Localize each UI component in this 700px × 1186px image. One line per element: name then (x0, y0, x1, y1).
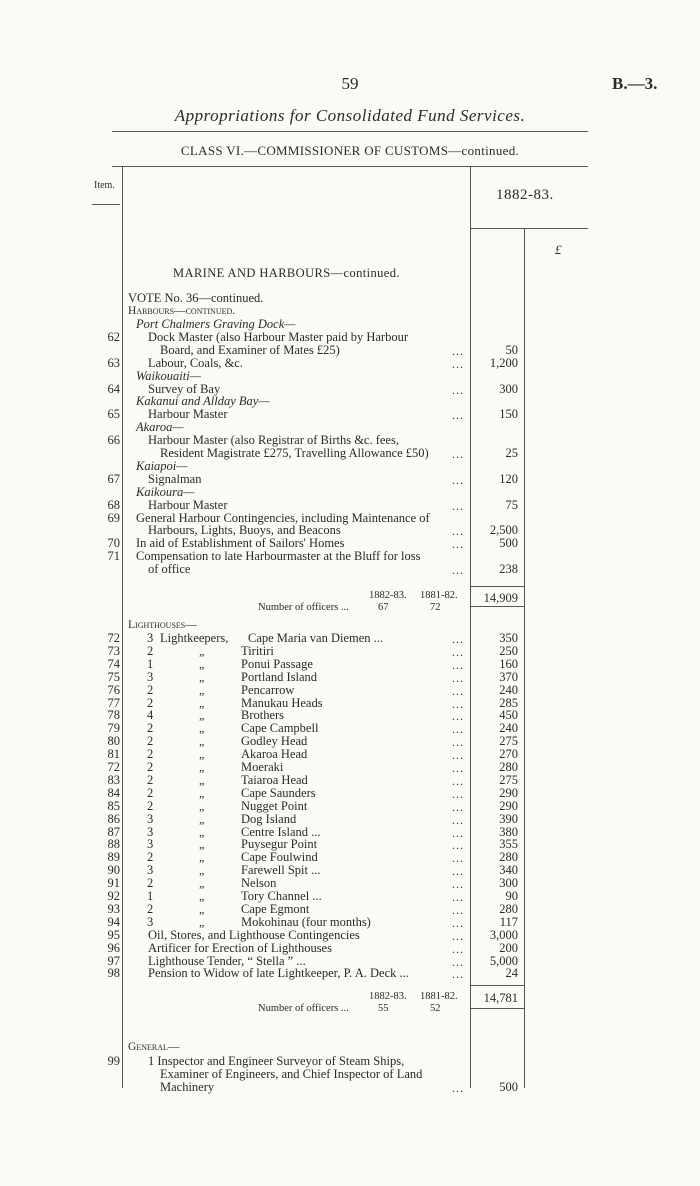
lighthouse-item-number: 86 (107, 811, 120, 826)
vote-item-number: 64 (107, 381, 120, 396)
officers-year-1: 1882-83. (369, 991, 407, 1003)
leader-dots: ... (452, 735, 464, 750)
leader-dots: ... (452, 670, 464, 685)
lightkeeper-count: 3 (147, 863, 154, 878)
lighthouse-expense: Oil, Stores, and Lighthouse Contingencies (148, 927, 360, 942)
lighthouse-amount: 280 (499, 850, 518, 865)
leader-dots: ... (452, 864, 464, 879)
leader-dots: ... (452, 408, 464, 423)
subtotal-underline (470, 1008, 524, 1009)
ditto-mark: „ (199, 837, 205, 852)
ditto-mark: „ (199, 656, 205, 671)
lighthouse-item-number: 83 (107, 772, 120, 787)
leader-dots: ... (452, 851, 464, 866)
lighthouse-item-number: 88 (107, 837, 120, 852)
leader-dots: ... (452, 472, 464, 487)
ditto-mark: „ (199, 850, 205, 865)
ditto-mark: „ (199, 682, 205, 697)
lighthouse-expense: Lighthouse Tender, “ Stella ” ... (148, 953, 306, 968)
lightkeeper-count: 2 (147, 721, 154, 736)
leader-dots: ... (452, 838, 464, 853)
lighthouse-item-number: 73 (107, 643, 120, 658)
pound-sign-header: £ (555, 242, 562, 257)
page-number: 59 (341, 74, 359, 93)
general-item-text: Examiner of Engineers, and Chief Inspector of Land (160, 1066, 423, 1081)
leader-dots: ... (452, 683, 464, 698)
lightkeeper-count: 3 (147, 811, 154, 826)
lightkeeper-count: 2 (147, 798, 154, 813)
lightkeeper-count: 2 (147, 901, 154, 916)
lighthouse-item-number: 80 (107, 734, 120, 749)
lightkeeper-count: 2 (147, 734, 154, 749)
leader-dots: ... (452, 563, 464, 578)
lighthouse-amount: 3,000 (489, 927, 518, 942)
lighthouse-location: Tory Channel ... (241, 889, 322, 903)
page-title: Appropriations for Consolidated Fund Services. (174, 106, 526, 125)
lightkeeper-count: 2 (147, 760, 154, 774)
vote-item-subheading: Kaikoura— (136, 484, 195, 499)
vote-item-amount: 120 (499, 471, 518, 486)
lighthouse-location: Cape Foulwind (241, 850, 318, 865)
subtotal-rule (470, 586, 524, 587)
vote-item-text: Compensation to late Harbourmaster at the Bluff for loss (136, 549, 421, 564)
lighthouse-amount: 275 (499, 734, 518, 749)
lighthouses-subtotal: 14,781 (483, 991, 518, 1006)
ditto-mark: „ (199, 721, 205, 736)
vote-item-number: 71 (107, 549, 120, 564)
lighthouse-amount: 450 (499, 708, 518, 723)
lighthouse-amount: 250 (499, 643, 518, 658)
leader-dots: ... (452, 356, 464, 371)
vote-item-amount: 75 (505, 497, 518, 512)
lighthouse-item-number: 92 (107, 889, 120, 903)
ditto-mark: „ (199, 772, 205, 787)
lighthouse-item-number: 97 (107, 953, 120, 968)
lighthouse-amount: 290 (499, 785, 518, 800)
ditto-mark: „ (199, 798, 205, 813)
vote-item-text: Harbour Master (also Registrar of Births &c. fees, (148, 433, 399, 448)
vote-heading: VOTE No. 36—continued. (128, 291, 264, 305)
leader-dots: ... (452, 709, 464, 724)
leader-dots: ... (452, 812, 464, 827)
lighthouse-amount: 5,000 (489, 953, 518, 968)
leader-dots: ... (452, 902, 464, 917)
lightkeepers-label: Lightkeepers, (160, 631, 229, 645)
ditto-mark: „ (199, 747, 205, 762)
lighthouse-location: Cape Maria van Diemen ... (248, 631, 384, 645)
ditto-mark: „ (199, 876, 205, 891)
item-column-divider (122, 166, 123, 1088)
lighthouse-item-number: 76 (107, 682, 120, 697)
lighthouse-item-number: 89 (107, 850, 120, 865)
lighthouse-item-number: 79 (107, 721, 120, 736)
leader-dots: ... (452, 343, 464, 358)
lighthouse-location: Mokohinau (four months) (241, 914, 371, 929)
lighthouse-location: Centre Island ... (241, 824, 321, 839)
item-column-header: Item. (94, 180, 115, 191)
vote-item-number: 70 (107, 536, 120, 551)
ditto-mark: „ (199, 889, 205, 903)
lighthouse-amount: 275 (499, 772, 518, 787)
lighthouse-amount: 280 (499, 901, 518, 916)
lighthouse-expense: Pension to Widow of late Lightkeeper, P. A. Deck ... (148, 966, 409, 981)
lighthouse-location: Puysegur Point (241, 837, 318, 852)
pounds-column-divider (524, 228, 525, 1088)
vote-item-text: of office (148, 562, 191, 577)
lighthouse-location: Cape Campbell (241, 721, 319, 736)
leader-dots: ... (452, 447, 464, 461)
leader-dots: ... (452, 632, 464, 646)
lightkeeper-count: 2 (147, 785, 154, 800)
vote-item-number: 67 (107, 471, 120, 486)
lighthouse-amount: 290 (499, 798, 518, 813)
ditto-mark: „ (199, 824, 205, 839)
leader-dots: ... (452, 967, 464, 982)
lightkeeper-count: 3 (147, 631, 154, 645)
lightkeeper-count: 1 (147, 656, 154, 671)
vote-item-text: Labour, Coals, &c. (148, 355, 243, 370)
lighthouse-location: Nugget Point (241, 798, 308, 813)
lighthouse-location: Ponui Passage (241, 656, 313, 671)
year-header-rule (470, 228, 588, 229)
lighthouse-item-number: 91 (107, 876, 120, 891)
lighthouse-location: Cape Egmont (241, 901, 310, 916)
vote-item-text: In aid of Establishment of Sailors' Homes (136, 536, 345, 551)
officers-label: Number of officers ... (258, 602, 349, 613)
lighthouse-location: Akaroa Head (241, 747, 308, 762)
vote-item-number: 65 (107, 407, 120, 422)
lightkeeper-count: 4 (147, 708, 154, 723)
lighthouse-item-number: 72 (107, 631, 120, 645)
vote-item-amount: 238 (499, 562, 518, 577)
officers-year-2: 1881-82. (420, 991, 458, 1003)
class-rule (112, 166, 588, 167)
lighthouse-amount: 340 (499, 863, 518, 878)
title-rule (112, 131, 588, 132)
officers-count-1: 55 (378, 1003, 389, 1015)
leader-dots: ... (452, 644, 464, 659)
leader-dots: ... (452, 773, 464, 788)
vote-item-amount: 2,500 (489, 523, 518, 538)
ditto-mark: „ (199, 695, 205, 710)
item-header-rule (92, 204, 120, 205)
lighthouse-item-number: 93 (107, 901, 120, 916)
lighthouse-amount: 90 (505, 889, 518, 903)
lighthouse-amount: 280 (499, 760, 518, 774)
lighthouse-location: Taiaroa Head (241, 772, 308, 787)
lighthouse-item-number: 90 (107, 863, 120, 878)
lightkeeper-count: 3 (147, 914, 154, 929)
subtotal-rule (470, 985, 524, 986)
leader-dots: ... (452, 696, 464, 711)
ditto-mark: „ (199, 643, 205, 658)
general-item-text: 1 Inspector and Engineer Surveyor of Steam Ships, (148, 1053, 405, 1068)
vote-item-text: Harbour Master (148, 407, 228, 422)
leader-dots: ... (452, 941, 464, 956)
lighthouse-item-number: 85 (107, 798, 120, 813)
lighthouses-heading: Lighthouses— (128, 619, 197, 631)
lighthouse-item-number: 87 (107, 824, 120, 839)
lighthouse-item-number: 98 (107, 966, 120, 981)
leader-dots: ... (452, 748, 464, 763)
leader-dots: ... (452, 657, 464, 672)
subtotal-underline (470, 606, 524, 607)
lighthouse-item-number: 74 (107, 656, 120, 671)
vote-item-text: General Harbour Contingencies, including Maintenance of (136, 510, 430, 525)
lighthouse-amount: 390 (499, 811, 518, 826)
vote-subtotal: 14,909 (483, 591, 518, 605)
vote-item-text: Resident Magistrate £275, Travelling Allowance £50) (160, 446, 429, 460)
officers-year-2: 1881-82. (420, 590, 458, 601)
officers-count-2: 72 (430, 602, 441, 613)
officers-label: Number of officers ... (258, 1003, 349, 1015)
lighthouse-location: Godley Head (241, 734, 308, 749)
general-amount: 500 (499, 1079, 518, 1094)
ditto-mark: „ (199, 914, 205, 929)
lighthouse-amount: 380 (499, 824, 518, 839)
section-title: MARINE AND HARBOURS—continued. (173, 266, 400, 280)
lighthouse-amount: 240 (499, 721, 518, 736)
lighthouse-location: Manukau Heads (241, 695, 323, 710)
lighthouse-amount: 300 (499, 876, 518, 891)
leader-dots: ... (452, 786, 464, 801)
vote-item-amount: 500 (499, 536, 518, 551)
general-item-number: 99 (107, 1053, 120, 1068)
ditto-mark: „ (199, 785, 205, 800)
lighthouse-location: Nelson (241, 876, 277, 891)
lighthouse-location: Dog Island (241, 811, 297, 826)
lighthouse-expense: Artificer for Erection of Lighthouses (148, 940, 332, 955)
lighthouse-amount: 240 (499, 682, 518, 697)
lighthouse-item-number: 77 (107, 695, 120, 710)
vote-item-number: 62 (107, 329, 120, 344)
lighthouse-location: Farewell Spit ... (241, 863, 321, 878)
page-reference: B.—3. (612, 74, 658, 93)
leader-dots: ... (452, 537, 464, 552)
officers-count-2: 52 (430, 1003, 441, 1015)
lighthouse-amount: 285 (499, 695, 518, 710)
lighthouse-amount: 355 (499, 837, 518, 852)
leader-dots: ... (452, 954, 464, 969)
leader-dots: ... (452, 799, 464, 814)
leader-dots: ... (452, 877, 464, 892)
lighthouse-amount: 24 (505, 966, 518, 981)
vote-item-text: Signalman (148, 471, 202, 486)
leader-dots: ... (452, 928, 464, 943)
lightkeeper-count: 3 (147, 824, 154, 839)
vote-item-amount: 25 (505, 446, 518, 460)
vote-item-text: Survey of Bay (148, 381, 221, 396)
lighthouse-amount: 350 (499, 631, 518, 645)
lighthouse-location: Moeraki (241, 760, 284, 774)
ditto-mark: „ (199, 811, 205, 826)
ditto-mark: „ (199, 734, 205, 749)
lighthouse-amount: 270 (499, 747, 518, 762)
officers-count-1: 67 (378, 602, 389, 613)
lighthouse-location: Portland Island (241, 669, 318, 684)
vote-item-subheading: Akaroa— (136, 420, 184, 435)
ditto-mark: „ (199, 760, 205, 774)
leader-dots: ... (452, 722, 464, 737)
lightkeeper-count: 3 (147, 669, 154, 684)
lighthouse-item-number: 72 (107, 760, 120, 774)
lightkeeper-count: 2 (147, 643, 154, 658)
vote-item-number: 63 (107, 355, 120, 370)
vote-item-amount: 50 (505, 342, 518, 357)
vote-item-subheading: Waikouaiti— (136, 368, 201, 383)
vote-item-number: 68 (107, 497, 120, 512)
vote-item-subheading: Kaiapoi— (136, 458, 188, 473)
ditto-mark: „ (199, 708, 205, 723)
leader-dots: ... (452, 382, 464, 397)
ditto-mark: „ (199, 863, 205, 878)
leader-dots: ... (452, 1080, 464, 1095)
vote-item-text: Harbours, Lights, Buoys, and Beacons (148, 523, 341, 538)
leader-dots: ... (452, 524, 464, 539)
officers-year-1: 1882-83. (369, 590, 407, 601)
lighthouse-amount: 370 (499, 669, 518, 684)
vote-item-number: 66 (107, 433, 120, 448)
lightkeeper-count: 1 (147, 889, 154, 903)
year-column-header: 1882-83. (496, 187, 554, 203)
leader-dots: ... (452, 890, 464, 904)
general-item-text: Machinery (160, 1079, 215, 1094)
lighthouse-amount: 160 (499, 656, 518, 671)
lightkeeper-count: 2 (147, 850, 154, 865)
lightkeeper-count: 2 (147, 695, 154, 710)
lighthouse-item-number: 94 (107, 914, 120, 929)
leader-dots: ... (452, 498, 464, 513)
leader-dots: ... (452, 761, 464, 775)
class-heading: CLASS VI.—COMMISSIONER OF CUSTOMS—continued. (180, 143, 520, 158)
ditto-mark: „ (199, 669, 205, 684)
vote-item-text: Harbour Master (148, 497, 228, 512)
lighthouse-location: Cape Saunders (241, 785, 316, 800)
lightkeeper-count: 2 (147, 747, 154, 762)
lighthouse-item-number: 95 (107, 927, 120, 942)
leader-dots: ... (452, 825, 464, 840)
lighthouse-location: Pencarrow (241, 682, 295, 697)
general-heading: General— (128, 1041, 180, 1053)
lighthouse-item-number: 81 (107, 747, 120, 762)
vote-item-text: Dock Master (also Harbour Master paid by Harbour (148, 329, 408, 344)
lighthouse-item-number: 75 (107, 669, 120, 684)
lighthouse-location: Brothers (241, 708, 285, 723)
vote-item-amount: 1,200 (489, 355, 518, 370)
lighthouse-item-number: 78 (107, 708, 120, 723)
vote-item-amount: 300 (499, 381, 518, 396)
lightkeeper-count: 2 (147, 772, 154, 787)
leader-dots: ... (452, 915, 464, 930)
vote-item-subheading: Kakanui and Allday Bay— (136, 394, 270, 409)
vote-item-text: Board, and Examiner of Mates £25) (160, 342, 340, 357)
lightkeeper-count: 3 (147, 837, 154, 852)
lighthouse-item-number: 84 (107, 785, 120, 800)
lighthouse-item-number: 96 (107, 940, 120, 955)
lightkeeper-count: 2 (147, 876, 154, 891)
lighthouse-amount: 200 (499, 940, 518, 955)
vote-item-amount: 150 (499, 407, 518, 422)
lightkeeper-count: 2 (147, 682, 154, 697)
vote-item-subheading: Port Chalmers Graving Dock— (136, 317, 296, 331)
vote-item-number: 69 (107, 510, 120, 525)
harbours-heading: Harbours—continued. (128, 305, 236, 317)
ditto-mark: „ (199, 901, 205, 916)
lighthouse-amount: 117 (499, 914, 518, 929)
lighthouse-location: Tiritiri (241, 643, 274, 658)
